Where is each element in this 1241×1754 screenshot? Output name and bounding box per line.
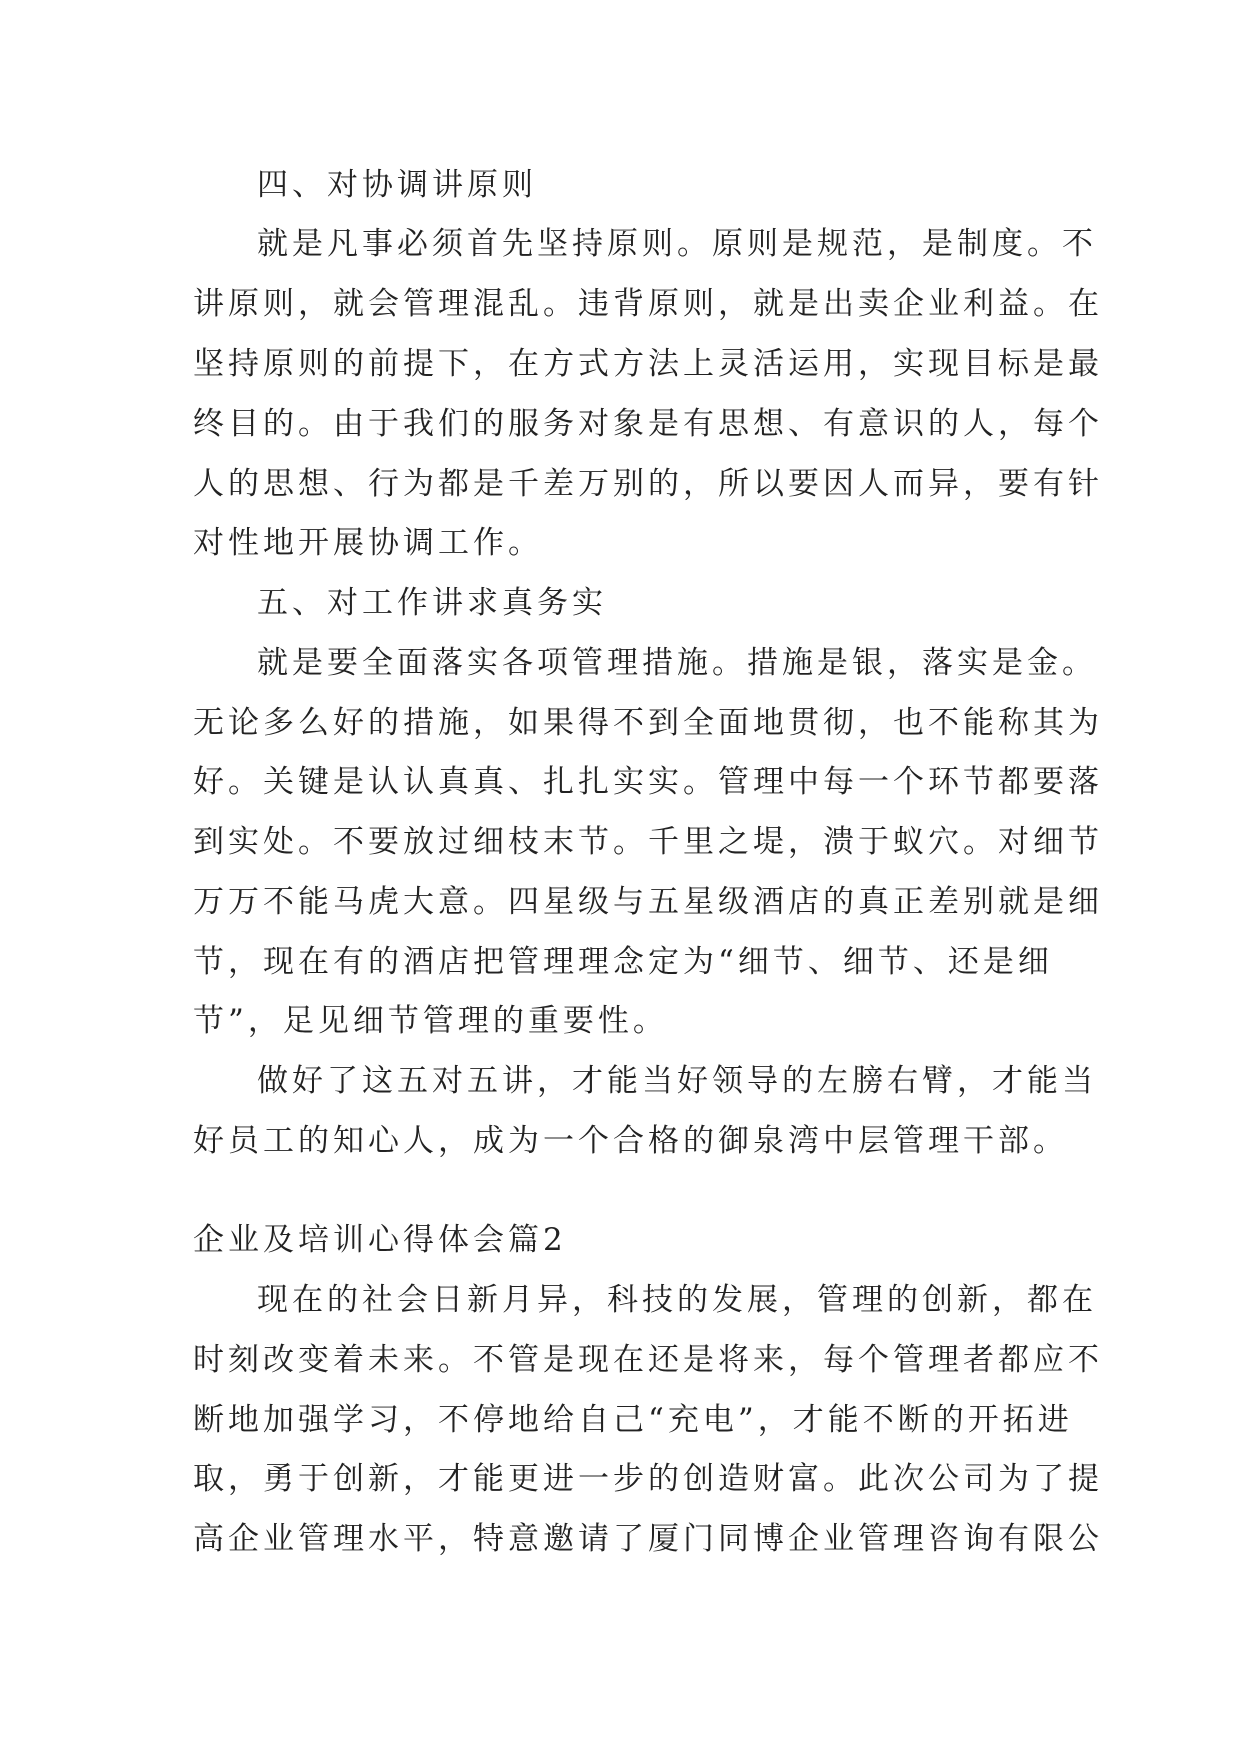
- paragraph-line: 万万不能马虎大意。四星级与五星级酒店的真正差别就是细: [193, 884, 1103, 920]
- paragraph-line: 无论多么好的措施，如果得不到全面地贯彻，也不能称其为: [193, 705, 1103, 741]
- paragraph-line: 好。关键是认认真真、扎扎实实。管理中每一个环节都要落: [193, 764, 1103, 800]
- paragraph-line: 就是要全面落实各项管理措施。措施是银，落实是金。: [257, 645, 1097, 681]
- section-heading-5: 五、对工作讲求真务实: [257, 585, 607, 621]
- paragraph-line: 好员工的知心人，成为一个合格的御泉湾中层管理干部。: [193, 1123, 1068, 1159]
- paragraph-line: 断地加强学习，不停地给自己“充电”，才能不断的开拓进: [193, 1402, 1073, 1438]
- section-heading-4: 四、对协调讲原则: [257, 167, 537, 203]
- article-title: 企业及培训心得体会篇2: [193, 1222, 567, 1258]
- paragraph-line: 对性地开展协调工作。: [193, 525, 543, 561]
- paragraph-line: 到实处。不要放过细枝末节。千里之堤，溃于蚁穴。对细节: [193, 824, 1103, 860]
- paragraph-line: 高企业管理水平，特意邀请了厦门同博企业管理咨询有限公: [193, 1521, 1103, 1557]
- paragraph-line: 坚持原则的前提下，在方式方法上灵活运用，实现目标是最: [193, 346, 1103, 382]
- paragraph-line: 终目的。由于我们的服务对象是有思想、有意识的人，每个: [193, 406, 1103, 442]
- paragraph-line: 就是凡事必须首先坚持原则。原则是规范，是制度。不: [257, 226, 1097, 262]
- paragraph-line: 做好了这五对五讲，才能当好领导的左膀右臂，才能当: [257, 1063, 1097, 1099]
- paragraph-line: 节”，足见细节管理的重要性。: [193, 1003, 668, 1039]
- paragraph-line: 人的思想、行为都是千差万别的，所以要因人而异，要有针: [193, 466, 1103, 502]
- paragraph-line: 现在的社会日新月异，科技的发展，管理的创新，都在: [257, 1282, 1097, 1318]
- paragraph-line: 节，现在有的酒店把管理理念定为“细节、细节、还是细: [193, 944, 1053, 980]
- paragraph-line: 时刻改变着未来。不管是现在还是将来，每个管理者都应不: [193, 1342, 1103, 1378]
- paragraph-line: 讲原则，就会管理混乱。违背原则，就是出卖企业利益。在: [193, 286, 1103, 322]
- paragraph-line: 取，勇于创新，才能更进一步的创造财富。此次公司为了提: [193, 1461, 1103, 1497]
